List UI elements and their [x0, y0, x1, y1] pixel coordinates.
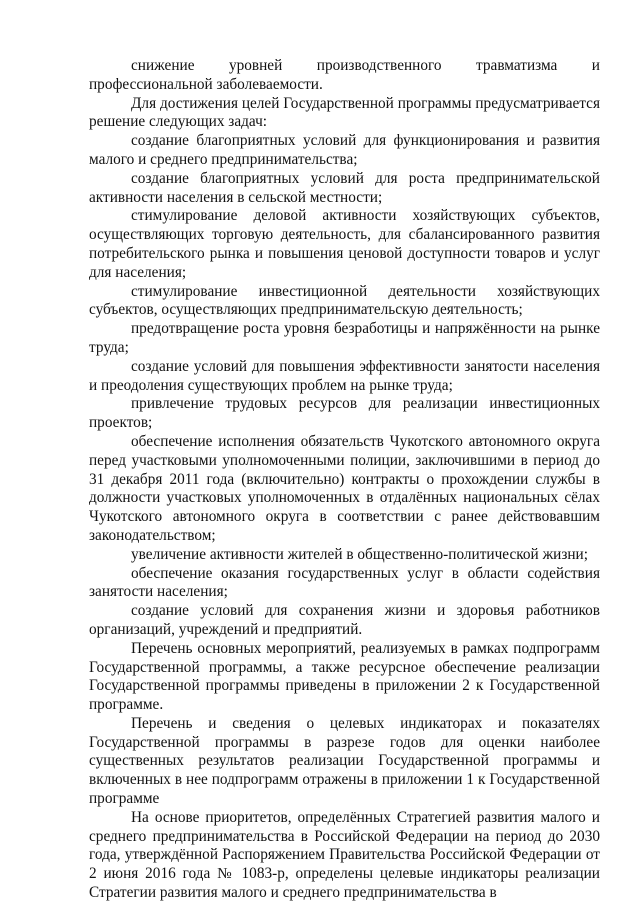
paragraph: создание благоприятных условий для роста предпринимательской активности населения в сельской местности;	[89, 169, 600, 206]
paragraph: привлечение трудовых ресурсов для реализации инвестиционных проектов;	[89, 395, 600, 432]
paragraph: стимулирование деловой активности хозяйствующих субъектов, осуществляющих торговую деятельность, для сбалансированного развития потребительского рынка и повышения ценовой доступности товаров и услуг для населения;	[89, 207, 600, 281]
paragraph: обеспечение оказания государственных услуг в области содействия занятости населения;	[89, 564, 600, 601]
paragraph: предотвращение роста уровня безработицы и напряжённости на рынке труда;	[89, 320, 600, 356]
paragraph: стимулирование инвестиционной деятельности хозяйствующих субъектов, осуществляющих предпринимательскую деятельность;	[89, 282, 600, 319]
paragraph: увеличение активности жителей в общественно-политической жизни;	[131, 545, 588, 563]
paragraph: создание благоприятных условий для функционирования и развития малого и среднего предпринимательства;	[89, 132, 600, 168]
paragraph: создание условий для повышения эффективности занятости населения и преодоления существующих проблем на рынке труда;	[89, 357, 600, 394]
paragraph: создание условий для сохранения жизни и здоровья работников организаций, учреждений и предприятий.	[89, 602, 600, 638]
paragraph: Для достижения целей Государственной программы предусматривается решение следующих задач:	[89, 94, 600, 131]
paragraph: Перечень и сведения о целевых индикаторах и показателях Государственной программы в разрезе годов для оценки наиболее существенных результатов реализации Государственной программы и включенных в нее подпрограмм отражены в приложении 1 к Государственной программе	[89, 714, 600, 808]
paragraph: На основе приоритетов, определённых Стратегией развития малого и среднего предпринимательства в Российской Федерации на период до 2030 года, утверждённой Распоряжением Правительства Российской Федерации от 2 июня 2016 года № 1083-р, определены целевые индикаторы реализации Стратегии развития малого и среднего предпринимательства в	[89, 808, 600, 902]
paragraph: Перечень основных мероприятий, реализуемых в рамках подпрограмм Государственной программы, а также ресурсное обеспечение реализации Государственной программы приведены в приложении 2 к Государственной программе.	[89, 639, 600, 714]
paragraph: обеспечение исполнения обязательств Чукотского автономного округа перед участковыми уполномоченными полиции, заключившими в период до 31 декабря 2011 года (включительно) контракты о прохождении службы в должности участковых уполномоченных в отдалённых национальных сёлах Чукотского автономного округа в соответствии с ранее действовавшим законодательством;	[89, 432, 600, 544]
document-body	[89, 57, 600, 903]
paragraph: снижение уровней производственного травматизма и профессиональной заболеваемости.	[89, 57, 600, 93]
